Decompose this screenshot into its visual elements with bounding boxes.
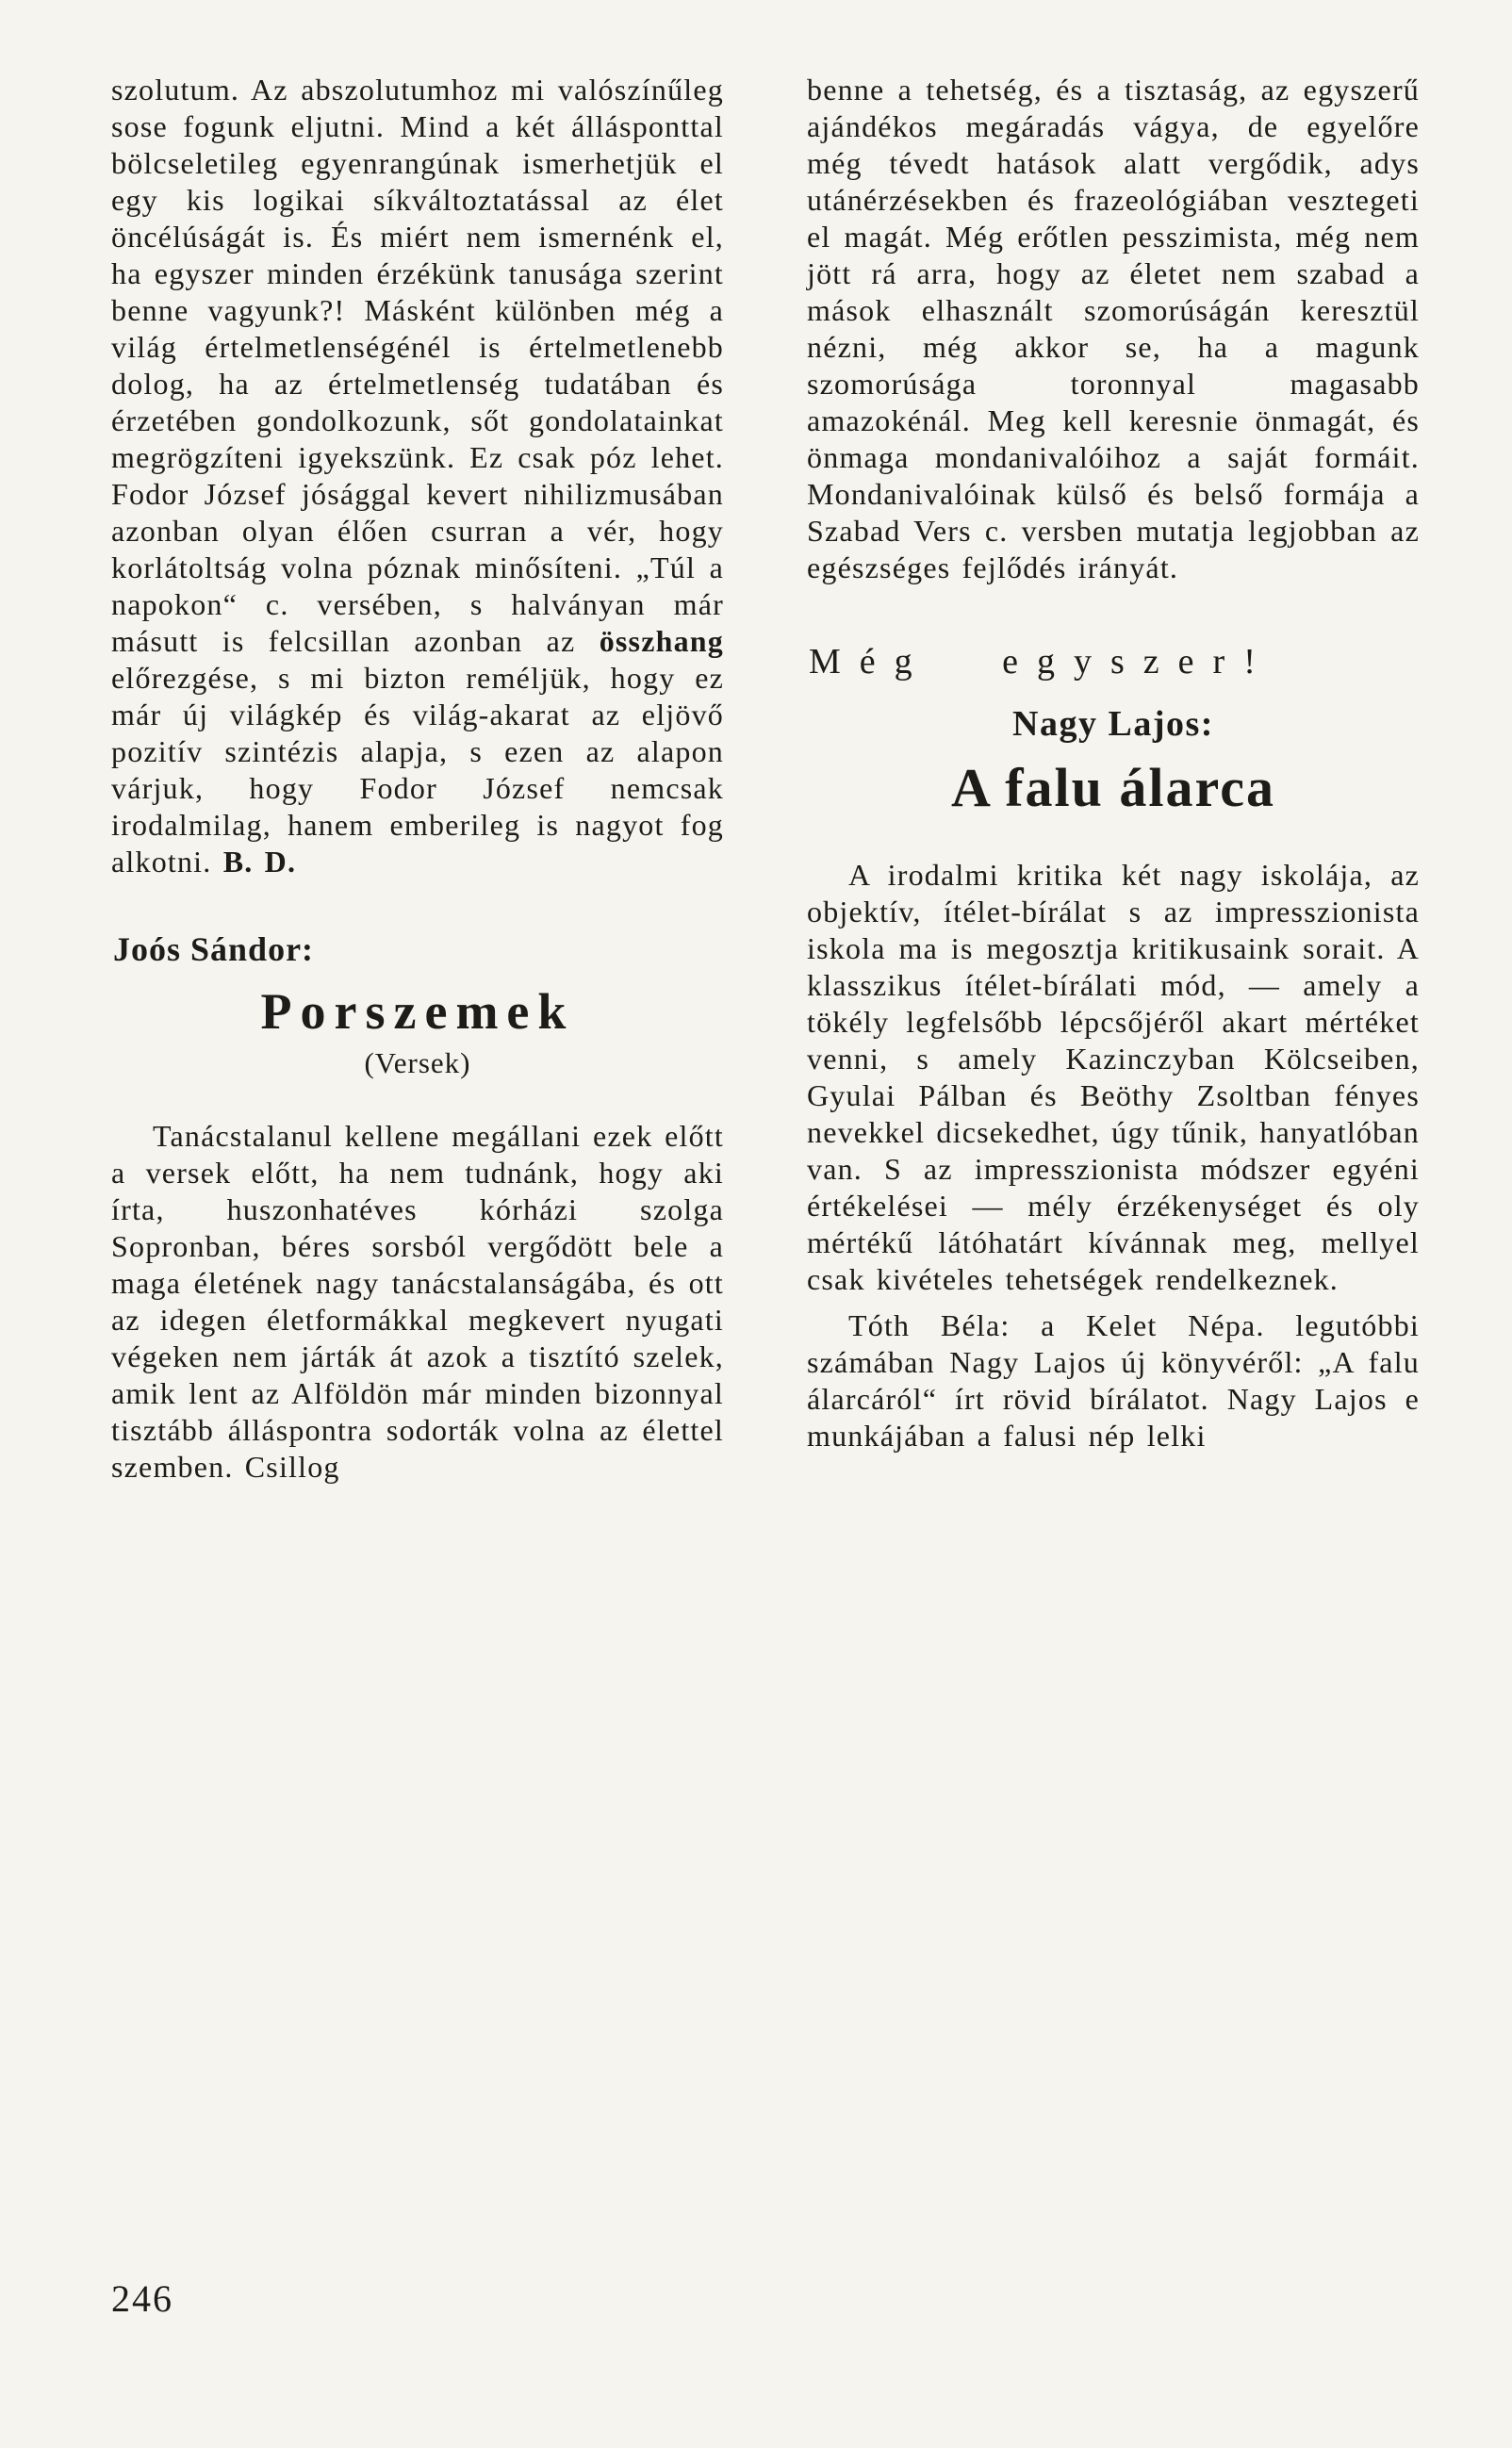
- review-paragraph: Tóth Béla: a Kelet Népa. legutóbbi számában Nagy Lajos új könyvéről: „A falu álarcáról“ írt rövid bírálatot. Nagy Lajos e munkájában a falusi nép lelki: [807, 1308, 1420, 1453]
- review-author-name: Nagy Lajos:: [1012, 704, 1214, 744]
- section-heading: Még egyszer!: [809, 642, 1274, 682]
- left-column: [111, 72, 724, 1486]
- review-paragraph: A irodalmi kritika két nagy iskolája, az objektív, ítélet-bírálat s az impresszionista iskola ma is megosztja kritikusaink sorait. A klasszikus ítélet-bírálati mód, — amely a tökély legfelsőbb lépcsőjéről akart mértéket venni, s amely Kazinczyban Kölcseiben, Gyulai Pálban és Beöthy Zsoltban fényes nevekkel dicsekedhet, úgy tűnik, hanyatlóban van. S az impresszionista módszer egyéni értékelései — mély érzékenységet és oly mértékű látóhatárt kívánnak meg, mellyel csak kivételes tehetségek rendelkeznek.: [807, 858, 1420, 1296]
- continuation-paragraph: benne a tehetség, és a tisztaság, az egyszerű ajándékos megáradás vágya, de egyelőre még tévedt hatások alatt vergődik, adys utánérzésekben és frazeológiában vesztegeti el magát. Még erőtlen pesszimista, még nem jött rá arra, hogy az életet nem szabad a mások elhasznált szomorúságán keresztül nézni, még akkor se, ha a magunk szomorúsága toronnyal magasabb amazokénál. Meg kell keresnie önmagát, és önmaga mondanivalóihoz a saját formáit. Mondanivalóinak külső és belső formája a Szabad Vers c. versben mutatja legjobban az egészséges fejlődés irányát.: [807, 73, 1420, 584]
- continuation-paragraph: [111, 72, 724, 880]
- reviewed-book-title: Porszemek: [260, 983, 575, 1040]
- paragraph-text: szolutum. Az abszolutumhoz mi valószínűleg sose fogunk eljutni. Mind a két állásponttal bölcseletileg egyenrangúnak ismerhetjük el egy kis logikai síkváltoztatással az élet öncélúságát is. És miért nem ismernénk el, ha egyszer minden érzékünk tanusága szerint benne vagyunk?! Másként különben még a világ értelmetlenségénél is értelmetlenebb dolog, ha az értelmetlenség tudatában és érzetében gondolkozunk, sőt gondolatainkat megrögzíteni igyekszünk. Ez csak póz lehet. Fodor József jósággal kevert nihilizmusában azonban olyan élően csurran a vér, hogy korlátoltság volna póznak minősíteni. „Túl a napokon“ c. versében, s halványan már másutt is felcsillan azonban az: [111, 73, 724, 658]
- review-paragraph: Tanácstalanul kellene megállani ezek előtt a versek előtt, ha nem tudnánk, hogy aki írta, huszonhatéves kórházi szolga Sopronban, béres sorsból vergődött bele a maga életének nagy tanácstalanságába, és ott az idegen életformákkal megkevert nyugati végeken nem járták át azok a tisztító szelek, amik lent az Alföldön már minden bizonnyal tisztább álláspontra sodorták volna az élettel szemben. Csillog: [111, 1119, 724, 1484]
- paragraph-text: előrezgése, s mi bizton reméljük, hogy ez már új világkép és világ-akarat az eljövő pozitív szintézis alapja, s ezen az alapon várjuk, hogy Fodor József nemcsak irodalmilag, hanem emberileg is nagyot fog alkotni.: [111, 661, 724, 879]
- emphasized-word: összhang: [599, 624, 724, 658]
- review-author-name: Joós Sándor:: [113, 930, 315, 968]
- reviewer-initials: B. D.: [222, 845, 297, 879]
- reviewed-book-subtitle: (Versek): [364, 1046, 471, 1079]
- two-column-text-block: [111, 72, 1422, 1486]
- page-number: 246: [111, 2277, 173, 2320]
- reviewed-book-title: A falu álarca: [951, 757, 1275, 818]
- right-column: [807, 72, 1420, 1486]
